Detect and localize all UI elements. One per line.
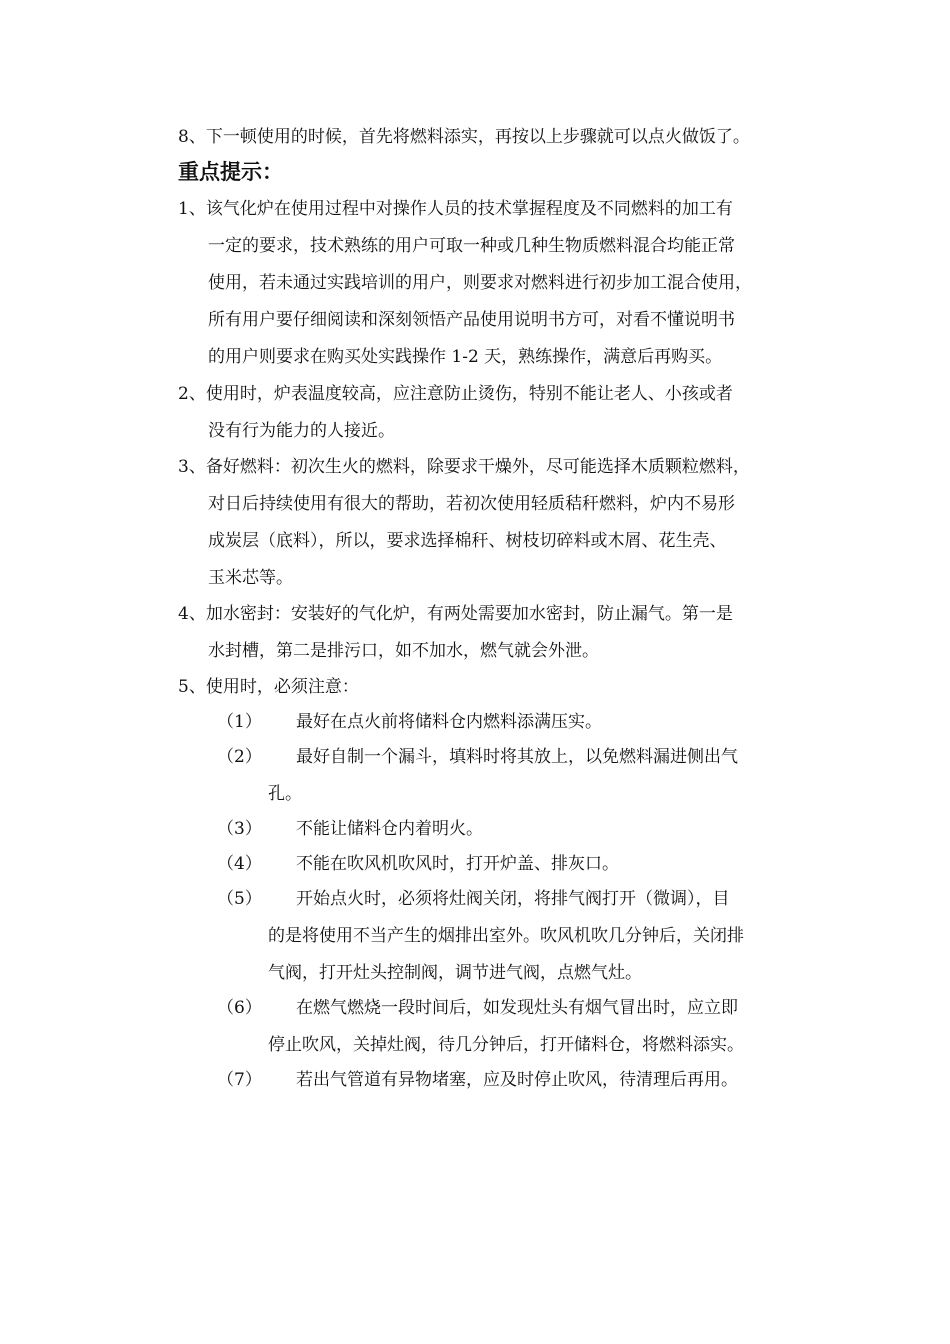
tip-1-line-5: 的用户则要求在购买处实践操作 1-2 天，熟练操作，满意后再购买。	[208, 347, 723, 367]
tip-1-line-2: 一定的要求，技术熟练的用户可取一种或几种生物质燃料混合均能正常	[208, 236, 735, 256]
sub-item-6-line-1: 在燃气燃烧一段时间后，如发现灶头有烟气冒出时，应立即	[296, 998, 738, 1018]
sub-item-3-line-1: 不能让储料仓内着明火。	[296, 819, 483, 839]
sub-item-6-number: （6）	[217, 998, 262, 1018]
sub-item-6-line-2: 停止吹风，关掉灶阀，待几分钟后，打开储料仓，将燃料添实。	[268, 1035, 744, 1055]
sub-item-2-line-1: 最好自制一个漏斗，填料时将其放上，以免燃料漏进侧出气	[296, 747, 738, 767]
sub-item-1-number: （1）	[217, 712, 262, 732]
tip-2-line-2: 没有行为能力的人接近。	[208, 421, 395, 441]
tip-3-line-2: 对日后持续使用有很大的帮助，若初次使用轻质秸秆燃料，炉内不易形	[208, 494, 735, 514]
sub-item-7-line-1: 若出气管道有异物堵塞，应及时停止吹风，待清理后再用。	[296, 1070, 738, 1090]
tip-4-line-2: 水封槽，第二是排污口，如不加水，燃气就会外泄。	[208, 641, 599, 661]
tip-3-line-1: 3、备好燃料：初次生火的燃料，除要求干燥外，尽可能选择木质颗粒燃料，	[178, 457, 750, 477]
tip-5-line-1: 5、使用时，必须注意：	[178, 677, 359, 697]
tip-3-line-3: 成炭层（底料），所以，要求选择棉秆、树枝切碎料或木屑、花生壳、	[208, 531, 727, 551]
sub-item-4-number: （4）	[217, 854, 262, 874]
sub-item-1-line-1: 最好在点火前将储料仓内燃料添满压实。	[296, 712, 602, 732]
sub-item-5-line-2: 的是将使用不当产生的烟排出室外。吹风机吹几分钟后，关闭排	[268, 926, 744, 946]
key-tips-heading: 重点提示：	[178, 160, 283, 184]
sub-item-5-line-3: 气阀，打开灶头控制阀，调节进气阀，点燃气灶。	[268, 963, 642, 983]
sub-item-2-line-2: 孔。	[268, 784, 302, 804]
sub-item-2-number: （2）	[217, 747, 262, 767]
tip-1-line-3: 使用，若未通过实践培训的用户，则要求对燃料进行初步加工混合使用，	[208, 273, 752, 293]
tip-3-line-4: 玉米芯等。	[208, 568, 293, 588]
sub-item-4-line-1: 不能在吹风机吹风时，打开炉盖、排灰口。	[296, 854, 619, 874]
tip-1-line-4: 所有用户要仔细阅读和深刻领悟产品使用说明书方可，对看不懂说明书	[208, 310, 735, 330]
tip-2-line-1: 2、使用时，炉表温度较高，应注意防止烫伤，特别不能让老人、小孩或者	[178, 384, 733, 404]
sub-item-3-number: （3）	[217, 819, 262, 839]
tip-4-line-1: 4、加水密封：安装好的气化炉，有两处需要加水密封，防止漏气。第一是	[178, 604, 733, 624]
tip-1-line-1: 1、该气化炉在使用过程中对操作人员的技术掌握程度及不同燃料的加工有	[178, 199, 733, 219]
sub-item-7-number: （7）	[217, 1070, 262, 1090]
sub-item-5-line-1: 开始点火时，必须将灶阀关闭，将排气阀打开（微调），目	[296, 889, 730, 909]
sub-item-5-number: （5）	[217, 889, 262, 909]
intro-step-8: 8、下一顿使用的时候，首先将燃料添实，再按以上步骤就可以点火做饭了。	[178, 127, 750, 147]
